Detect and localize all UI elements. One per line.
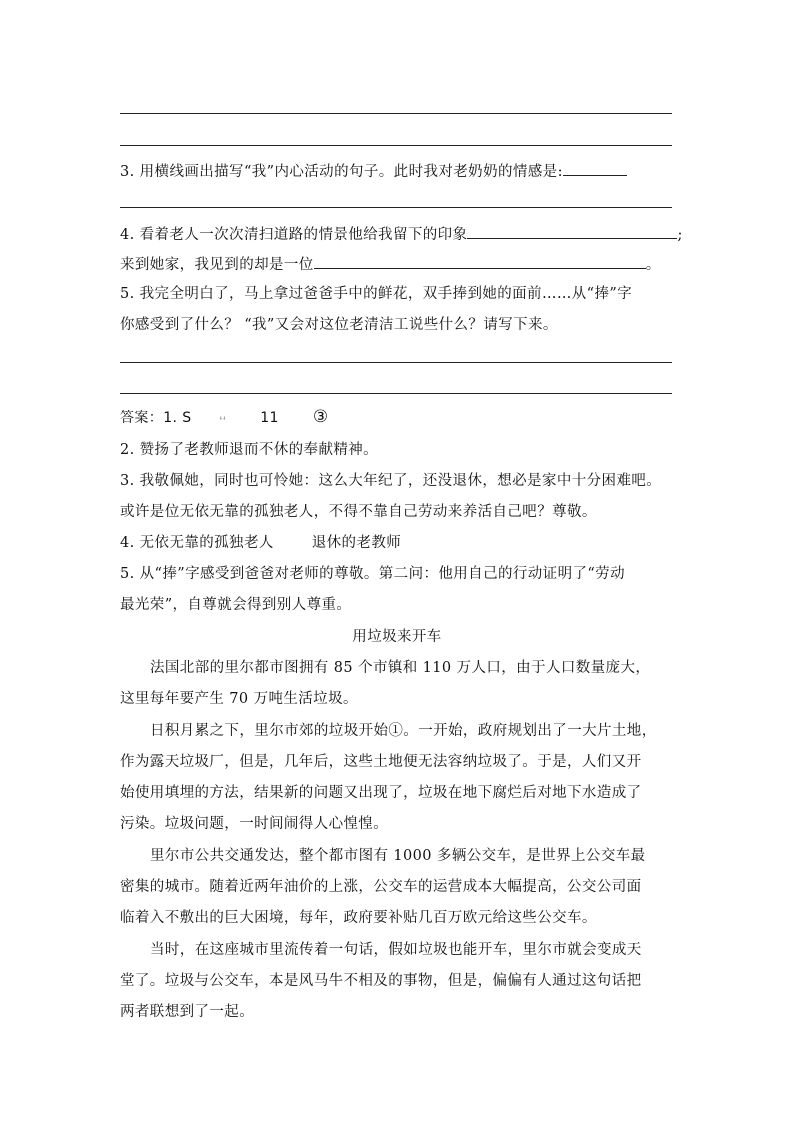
- question-3: [120, 160, 680, 182]
- answer-item-b: ꜜꜜ: [219, 415, 227, 424]
- answer-line: [120, 113, 672, 114]
- article-p4-line-2: 堂了。垃圾与公交车，本是风马牛不相及的事物，但是，偏偏有人通过这句话把: [120, 973, 642, 989]
- answer-line-1: [120, 407, 680, 430]
- answer-3-line-1: 3. 我敬佩她，同时也可怜她：这么大年纪了，还没退休，想必是家中十分困难吧。: [120, 473, 662, 489]
- answer-line: [120, 362, 672, 363]
- article-p1-line-1: 法国北部的里尔都市图拥有 85 个市镇和 110 万人口，由于人口数量庞大，: [150, 660, 651, 676]
- article-p1-line-2: 这里每年要产生 70 万吨生活垃圾。: [120, 691, 358, 707]
- answer-blank[interactable]: [563, 160, 627, 176]
- answer-4: [120, 533, 680, 553]
- article-p3-line-3: 临着入不敷出的巨大困境，每年，政府要补贴几百万欧元给这些公交车。: [120, 910, 597, 926]
- answer-label: 答案：1. S: [120, 410, 192, 426]
- question-4-end-1: ;: [677, 227, 683, 243]
- article-p3-line-1: 里尔市公共交通发达，整个都市图有 1000 多辆公交车，是世界上公交车最: [150, 848, 646, 864]
- answer-blank[interactable]: [314, 253, 646, 269]
- article-p2-line-3: 始使用填埋的方法，结果新的问题又出现了，垃圾在地下腐烂后对地下水造成了: [120, 785, 642, 801]
- article-p2-line-4: 污染。垃圾问题，一时间闹得人心惶惶。: [120, 816, 389, 832]
- answer-4-part-1: 4. 无依无靠的孤独老人: [120, 535, 274, 551]
- question-5-line-1: 5. 我完全明白了，马上拿过爸爸手中的鲜花，双手捧到她的面前……从“捧”字: [120, 286, 633, 302]
- article-p4-line-3: 两者联想到了一起。: [120, 1004, 255, 1020]
- question-4-end-2: 。: [645, 257, 661, 273]
- article-p2-line-1: 日积月累之下，里尔市郊的垃圾开始①。一开始，政府规划出了一大片土地，: [150, 723, 657, 739]
- question-5-line-2: 你感受到了什么？ “我”又会对这位老清洁工说些什么？请写下来。: [120, 317, 558, 333]
- question-3-text: 3. 用横线画出描写“我”内心活动的句子。此时我对老奶奶的情感是:: [120, 164, 563, 180]
- answer-line: [120, 145, 672, 146]
- answer-line: [120, 207, 672, 208]
- answer-blank[interactable]: [467, 223, 677, 239]
- question-4-part-1: 4. 看着老人一次次清扫道路的情景他给我留下的印象: [120, 227, 468, 243]
- answer-4-part-2: 退休的老教师: [311, 535, 402, 551]
- article-p4-line-1: 当时，在这座城市里流传着一句话，假如垃圾也能开车，里尔市就会变成天: [150, 942, 642, 958]
- answer-item-c: 11: [260, 410, 279, 426]
- question-4-line-1: [120, 223, 683, 245]
- answer-item-d: ③: [312, 407, 329, 427]
- question-4-line-2: [120, 253, 680, 275]
- answer-5-line-2: 最光荣”，自尊就会得到别人尊重。: [120, 597, 352, 613]
- article-p2-line-2: 作为露天垃圾厂，但是，几年后，这些土地便无法容纳垃圾了。于是，人们又开: [120, 754, 642, 770]
- article-p3-line-2: 密集的城市。随着近两年油价的上涨，公交车的运营成本大幅提高，公交公司面: [120, 879, 642, 895]
- answer-3-line-2: 或许是位无依无靠的孤独老人，不得不靠自己劳动来养活自己吧？尊敬。: [120, 504, 597, 520]
- answer-line: [120, 393, 672, 394]
- answer-5-line-1: 5. 从“捧”字感受到爸爸对老师的尊敬。第二问：他用自己的行动证明了“劳动: [120, 566, 625, 582]
- question-4-part-2: 来到她家，我见到的却是一位: [120, 257, 314, 273]
- article-title: 用垃圾来开车: [352, 629, 442, 645]
- answer-2: 2. 赞扬了老教师退而不休的奉献精神。: [120, 442, 379, 458]
